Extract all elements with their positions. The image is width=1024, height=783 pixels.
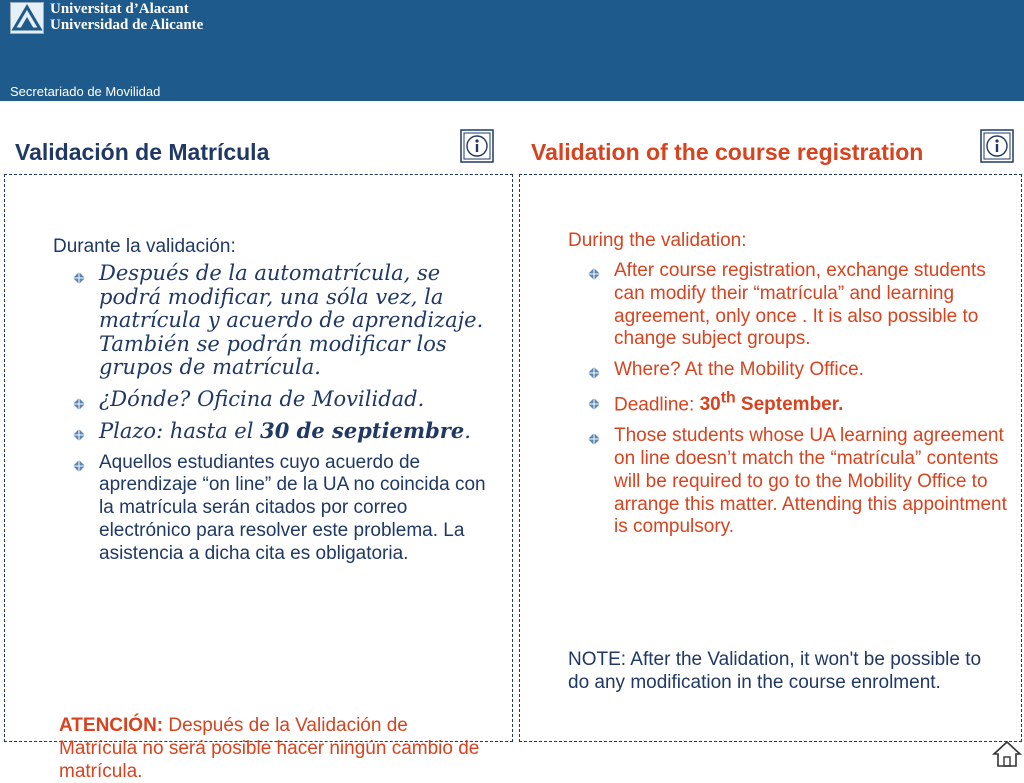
list-item	[73, 452, 503, 566]
home-icon[interactable]	[992, 740, 1022, 768]
deadline-date	[699, 389, 844, 416]
header-banner	[0, 0, 1024, 101]
university-logo-icon	[10, 2, 44, 34]
bullet-text: Plazo: hasta el	[99, 419, 261, 444]
bullet-diamond-icon	[73, 266, 85, 278]
department-name: Secretariado de Movilidad	[10, 84, 161, 99]
attention-note	[59, 715, 489, 783]
list-item	[73, 262, 503, 380]
attention-label: ATENCIÓN:	[59, 715, 164, 736]
university-name-spanish: Universidad de Alicante	[50, 17, 204, 33]
bullet-text: Where? At the Mobility Office.	[614, 359, 864, 381]
info-icon[interactable]	[460, 129, 494, 163]
bullet-text: ¿Dónde? Oficina de Movilidad.	[99, 386, 425, 411]
list-item	[73, 419, 503, 444]
bullet-diamond-icon	[588, 264, 600, 276]
bullet-diamond-icon	[588, 394, 600, 406]
university-name-catalan: Universitat d’Alacant	[50, 1, 189, 17]
list-item	[588, 359, 1008, 382]
deadline-day-suffix: th	[720, 389, 736, 407]
bullet-text: Those students whose UA learning agreement on line doesn’t match the “matrícula” contents will be required to go to the Mobility Office to arrange this matter. Attending this appointment is compulsory.	[614, 425, 1007, 538]
bullet-diamond-icon	[73, 392, 85, 404]
bullet-text: .	[464, 419, 471, 444]
deadline-date: 30 de septiembre	[260, 418, 465, 444]
list-item	[588, 425, 1008, 539]
bullet-list	[73, 262, 503, 574]
bullet-text: Deadline:	[614, 394, 700, 416]
spanish-content-panel	[4, 174, 513, 782]
deadline-month: September.	[735, 394, 844, 416]
note-text: NOTE: After the Validation, it won't be possible to do any modification in the course enrolment.	[568, 649, 982, 693]
bullet-diamond-icon	[588, 429, 600, 441]
bullet-text: Después de la automatrícula, se podrá modificar, una sóla vez, la matrícula y acuerdo de aprendizaje. También se podrán modificar los grupos de matrícula.	[99, 261, 484, 380]
bullet-text: Aquellos estudiantes cuyo acuerdo de aprendizaje “on line” de la UA no coincida con la matrícula serán citados por correo electrónico para resolver este problema. La asistencia a dicha cita es obligatoria.	[99, 451, 486, 564]
bullet-list	[588, 260, 1008, 547]
list-item	[588, 260, 1008, 351]
title-english: Validation of the course registration	[531, 139, 924, 165]
bullet-diamond-icon	[73, 423, 85, 435]
list-item	[73, 388, 503, 412]
intro-text: During the validation:	[568, 230, 747, 251]
deadline-day: 30	[699, 394, 721, 416]
bullet-diamond-icon	[73, 456, 85, 468]
english-content-panel	[519, 174, 1022, 742]
intro-text: Durante la validación:	[53, 236, 236, 257]
bullet-diamond-icon	[588, 363, 600, 375]
info-icon[interactable]	[980, 129, 1014, 163]
title-spanish: Validación de Matrícula	[15, 139, 270, 165]
attention-text: Después de la Validación de Matrícula no será posible hacer ningún cambio de matrícula.	[59, 715, 480, 782]
list-item	[588, 390, 1008, 417]
bullet-text: After course registration, exchange students can modify their “matrícula” and learning agreement, only once . It is also possible to change subject groups.	[614, 260, 986, 350]
